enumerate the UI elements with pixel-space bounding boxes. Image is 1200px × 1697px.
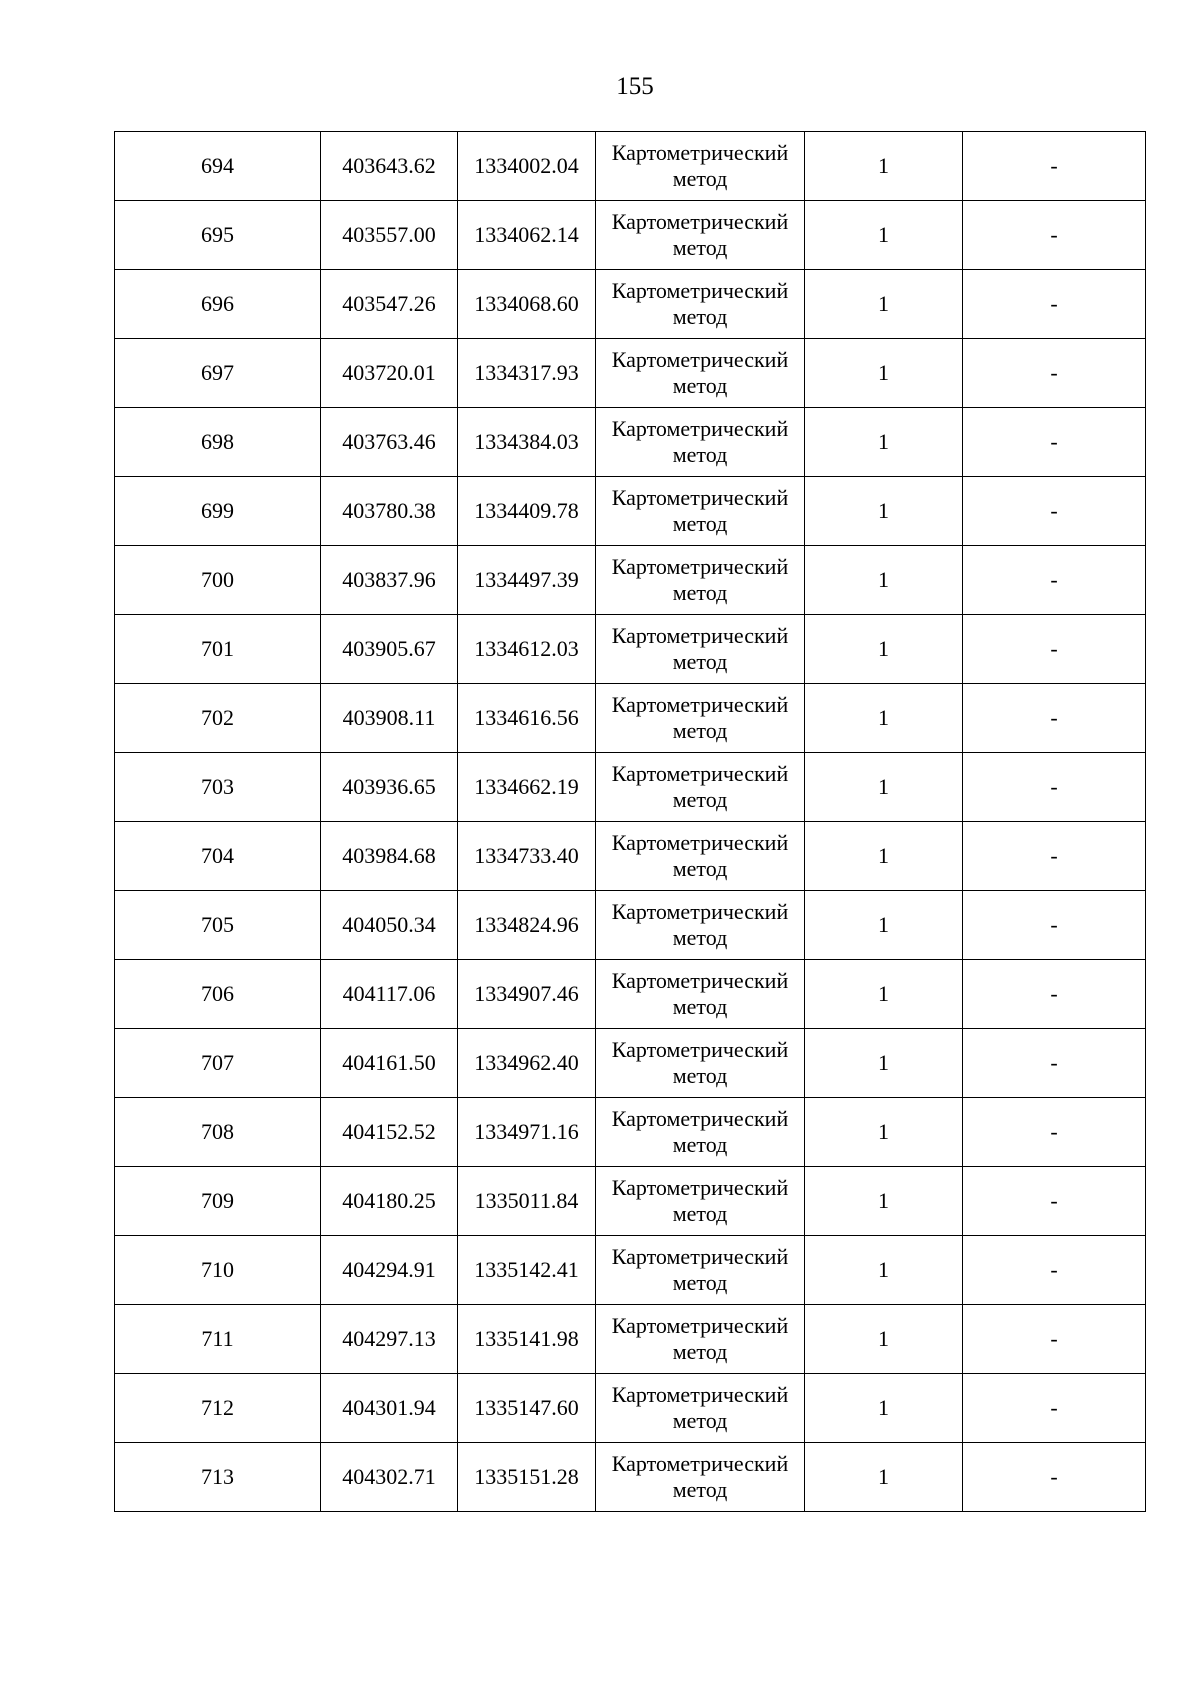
method-text-line: Картометрический [611,830,789,855]
table-row [115,753,1146,822]
method-text-line: метод [672,925,728,950]
note-cell: - [963,1029,1146,1098]
table-row [115,822,1146,891]
method-text-line: метод [672,787,728,812]
x-coordinate-cell: 403547.26 [321,270,458,339]
y-coordinate-cell: 1335141.98 [458,1305,596,1374]
table-row [115,1167,1146,1236]
method-text-line: метод [672,994,728,1019]
point-number-cell: 712 [115,1374,321,1443]
method-cell [596,201,805,270]
y-coordinate-cell: 1334068.60 [458,270,596,339]
table-row [115,891,1146,960]
table-row [115,960,1146,1029]
method-text-line: метод [672,1201,728,1226]
point-number-cell: 695 [115,201,321,270]
method-text-line: метод [672,1408,728,1433]
point-number-cell: 710 [115,1236,321,1305]
y-coordinate-cell: 1334662.19 [458,753,596,822]
method-cell [596,615,805,684]
method-cell [596,477,805,546]
note-cell: - [963,615,1146,684]
point-number-cell: 705 [115,891,321,960]
coordinates-table [114,131,1146,1512]
accuracy-cell: 1 [805,1029,963,1098]
accuracy-cell: 1 [805,1305,963,1374]
method-text-line: Картометрический [611,278,789,303]
x-coordinate-cell: 403720.01 [321,339,458,408]
accuracy-cell: 1 [805,1443,963,1512]
accuracy-cell: 1 [805,822,963,891]
method-text-line: метод [672,1477,728,1502]
method-text-line: Картометрический [611,347,789,372]
coordinates-table-body [115,132,1146,1512]
accuracy-cell: 1 [805,201,963,270]
point-number-cell: 711 [115,1305,321,1374]
table-row [115,1029,1146,1098]
point-number-cell: 696 [115,270,321,339]
method-text-line: метод [672,580,728,605]
method-text-line: метод [672,166,728,191]
method-text-line: метод [672,442,728,467]
note-cell: - [963,1236,1146,1305]
y-coordinate-cell: 1334907.46 [458,960,596,1029]
note-cell: - [963,1305,1146,1374]
accuracy-cell: 1 [805,477,963,546]
method-text-line: Картометрический [611,140,789,165]
method-text-line: метод [672,511,728,536]
table-row [115,1305,1146,1374]
point-number-cell: 704 [115,822,321,891]
y-coordinate-cell: 1334971.16 [458,1098,596,1167]
table-row [115,546,1146,615]
x-coordinate-cell: 403936.65 [321,753,458,822]
y-coordinate-cell: 1334824.96 [458,891,596,960]
y-coordinate-cell: 1334497.39 [458,546,596,615]
table-row [115,1443,1146,1512]
point-number-cell: 702 [115,684,321,753]
note-cell: - [963,960,1146,1029]
x-coordinate-cell: 404050.34 [321,891,458,960]
x-coordinate-cell: 404301.94 [321,1374,458,1443]
method-text-line: Картометрический [611,1313,789,1338]
point-number-cell: 699 [115,477,321,546]
point-number-cell: 698 [115,408,321,477]
y-coordinate-cell: 1334616.56 [458,684,596,753]
x-coordinate-cell: 403908.11 [321,684,458,753]
y-coordinate-cell: 1334612.03 [458,615,596,684]
table-row [115,270,1146,339]
method-text-line: Картометрический [611,899,789,924]
method-cell [596,1374,805,1443]
note-cell: - [963,1443,1146,1512]
method-text-line: Картометрический [611,1244,789,1269]
accuracy-cell: 1 [805,753,963,822]
accuracy-cell: 1 [805,408,963,477]
x-coordinate-cell: 403837.96 [321,546,458,615]
table-row [115,201,1146,270]
note-cell: - [963,477,1146,546]
method-cell [596,1236,805,1305]
y-coordinate-cell: 1335151.28 [458,1443,596,1512]
table-row [115,1236,1146,1305]
method-text-line: метод [672,304,728,329]
method-text-line: Картометрический [611,1451,789,1476]
method-text-line: метод [672,649,728,674]
method-cell [596,753,805,822]
point-number-cell: 703 [115,753,321,822]
y-coordinate-cell: 1334384.03 [458,408,596,477]
method-cell [596,1443,805,1512]
method-text-line: Картометрический [611,623,789,648]
table-row [115,1098,1146,1167]
x-coordinate-cell: 403905.67 [321,615,458,684]
y-coordinate-cell: 1335011.84 [458,1167,596,1236]
x-coordinate-cell: 404180.25 [321,1167,458,1236]
note-cell: - [963,891,1146,960]
table-row [115,339,1146,408]
point-number-cell: 713 [115,1443,321,1512]
method-text-line: Картометрический [611,761,789,786]
method-text-line: Картометрический [611,416,789,441]
method-cell [596,270,805,339]
accuracy-cell: 1 [805,270,963,339]
method-text-line: Картометрический [611,1106,789,1131]
note-cell: - [963,132,1146,201]
method-cell [596,546,805,615]
point-number-cell: 700 [115,546,321,615]
accuracy-cell: 1 [805,339,963,408]
x-coordinate-cell: 404161.50 [321,1029,458,1098]
x-coordinate-cell: 403557.00 [321,201,458,270]
y-coordinate-cell: 1334002.04 [458,132,596,201]
method-text-line: Картометрический [611,554,789,579]
point-number-cell: 694 [115,132,321,201]
x-coordinate-cell: 404302.71 [321,1443,458,1512]
note-cell: - [963,339,1146,408]
table-row [115,615,1146,684]
note-cell: - [963,408,1146,477]
method-text-line: метод [672,1339,728,1364]
accuracy-cell: 1 [805,1374,963,1443]
note-cell: - [963,822,1146,891]
table-row [115,684,1146,753]
page-number: 155 [616,73,654,100]
method-cell [596,408,805,477]
note-cell: - [963,270,1146,339]
x-coordinate-cell: 404152.52 [321,1098,458,1167]
method-text-line: метод [672,856,728,881]
y-coordinate-cell: 1334409.78 [458,477,596,546]
point-number-cell: 707 [115,1029,321,1098]
table-row [115,132,1146,201]
method-cell [596,1029,805,1098]
method-cell [596,1167,805,1236]
accuracy-cell: 1 [805,132,963,201]
accuracy-cell: 1 [805,1236,963,1305]
method-text-line: метод [672,1270,728,1295]
y-coordinate-cell: 1334962.40 [458,1029,596,1098]
method-text-line: Картометрический [611,1175,789,1200]
accuracy-cell: 1 [805,1167,963,1236]
note-cell: - [963,201,1146,270]
method-text-line: Картометрический [611,209,789,234]
method-cell [596,132,805,201]
x-coordinate-cell: 404294.91 [321,1236,458,1305]
x-coordinate-cell: 403984.68 [321,822,458,891]
accuracy-cell: 1 [805,546,963,615]
method-text-line: метод [672,1132,728,1157]
method-cell [596,339,805,408]
method-text-line: Картометрический [611,1037,789,1062]
method-cell [596,822,805,891]
table-row [115,1374,1146,1443]
accuracy-cell: 1 [805,891,963,960]
note-cell: - [963,753,1146,822]
point-number-cell: 697 [115,339,321,408]
point-number-cell: 709 [115,1167,321,1236]
y-coordinate-cell: 1334062.14 [458,201,596,270]
method-text-line: метод [672,373,728,398]
note-cell: - [963,684,1146,753]
method-text-line: метод [672,1063,728,1088]
note-cell: - [963,1167,1146,1236]
point-number-cell: 706 [115,960,321,1029]
method-cell [596,960,805,1029]
accuracy-cell: 1 [805,684,963,753]
x-coordinate-cell: 404297.13 [321,1305,458,1374]
method-text-line: Картометрический [611,1382,789,1407]
note-cell: - [963,1098,1146,1167]
y-coordinate-cell: 1335142.41 [458,1236,596,1305]
method-text-line: метод [672,235,728,260]
table-row [115,408,1146,477]
x-coordinate-cell: 404117.06 [321,960,458,1029]
method-text-line: Картометрический [611,968,789,993]
x-coordinate-cell: 403780.38 [321,477,458,546]
table-row [115,477,1146,546]
note-cell: - [963,1374,1146,1443]
method-text-line: метод [672,718,728,743]
point-number-cell: 708 [115,1098,321,1167]
note-cell: - [963,546,1146,615]
method-cell [596,1305,805,1374]
method-cell [596,1098,805,1167]
method-cell [596,684,805,753]
accuracy-cell: 1 [805,1098,963,1167]
method-text-line: Картометрический [611,485,789,510]
point-number-cell: 701 [115,615,321,684]
x-coordinate-cell: 403643.62 [321,132,458,201]
method-text-line: Картометрический [611,692,789,717]
accuracy-cell: 1 [805,960,963,1029]
y-coordinate-cell: 1334317.93 [458,339,596,408]
y-coordinate-cell: 1334733.40 [458,822,596,891]
accuracy-cell: 1 [805,615,963,684]
x-coordinate-cell: 403763.46 [321,408,458,477]
y-coordinate-cell: 1335147.60 [458,1374,596,1443]
method-cell [596,891,805,960]
